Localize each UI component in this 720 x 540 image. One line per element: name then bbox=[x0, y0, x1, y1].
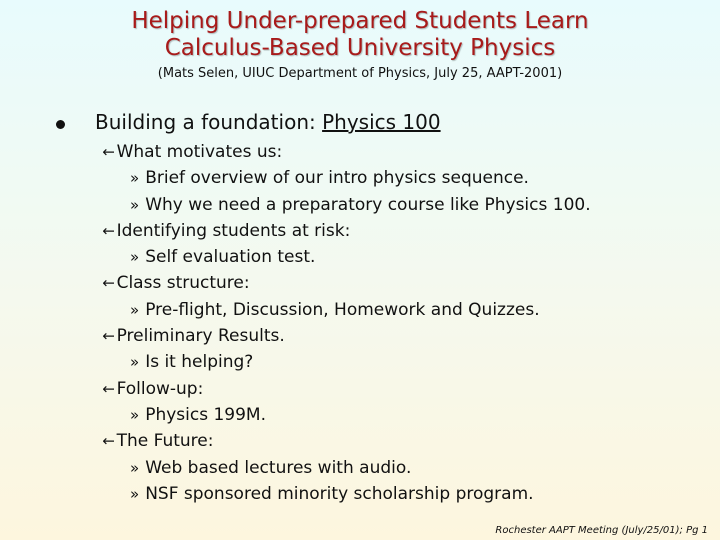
outline-subitem bbox=[103, 481, 591, 507]
double-chevron-bullet-icon: » bbox=[130, 248, 140, 267]
outline-item bbox=[103, 323, 591, 349]
outline-item bbox=[103, 139, 591, 165]
arrow-bullet-icon bbox=[103, 221, 117, 241]
double-chevron-bullet-icon: » bbox=[130, 169, 140, 188]
double-chevron-bullet-icon: » bbox=[130, 300, 140, 319]
slide-subtitle: (Mats Selen, UIUC Department of Physics, July 25, AAPT-2001) bbox=[157, 66, 563, 81]
outline-subitem bbox=[103, 402, 591, 428]
physics-100-link[interactable]: Physics 100 bbox=[322, 110, 441, 134]
outline-item-text: NSF sponsored minority scholarship program. bbox=[145, 483, 534, 504]
outline-item-text: Class structure: bbox=[116, 273, 250, 294]
arrow-bullet-icon bbox=[103, 379, 117, 399]
outline-subitem bbox=[103, 165, 591, 191]
double-chevron-bullet-icon: » bbox=[130, 484, 140, 503]
arrow-bullet-icon bbox=[103, 326, 117, 346]
outline-item-text: Self evaluation test. bbox=[145, 247, 316, 268]
outline-item-text: What motivates us: bbox=[116, 142, 283, 162]
outline-subitem bbox=[103, 244, 591, 270]
outline-item bbox=[103, 270, 591, 296]
outline-item-text: The Future: bbox=[116, 431, 214, 452]
outline-item-text: Is it helping? bbox=[145, 352, 254, 373]
double-chevron-bullet-icon: » bbox=[130, 458, 140, 477]
arrow-bullet-icon bbox=[103, 142, 117, 162]
arrow-bullet-icon bbox=[103, 273, 117, 293]
outline-subitem bbox=[103, 349, 591, 375]
outline-item-text: Why we need a preparatory course like Physics 100. bbox=[145, 194, 591, 215]
outline-item-text: Preliminary Results. bbox=[116, 326, 285, 347]
outline-item bbox=[103, 218, 591, 244]
outline-item bbox=[103, 376, 591, 402]
double-chevron-bullet-icon: » bbox=[130, 353, 140, 372]
outline-item-text: Web based lectures with audio. bbox=[145, 457, 412, 478]
outline-item-text: Brief overview of our intro physics sequence. bbox=[145, 168, 529, 189]
slide-footer: Rochester AAPT Meeting (July/25/01); Pg 1 bbox=[495, 525, 708, 536]
outline-subitem bbox=[103, 192, 591, 218]
main-bullet-prefix: Building a foundation: bbox=[95, 110, 323, 134]
bullet-dot-icon bbox=[56, 120, 65, 129]
arrow-bullet-icon bbox=[103, 431, 117, 451]
double-chevron-bullet-icon: » bbox=[130, 405, 140, 424]
double-chevron-bullet-icon: » bbox=[130, 195, 140, 214]
outline-item-text: Pre-flight, Discussion, Homework and Quizzes. bbox=[145, 299, 540, 320]
outline-item-text: Identifying students at risk: bbox=[116, 220, 351, 241]
main-bullet-text bbox=[95, 110, 441, 134]
outline-item bbox=[103, 428, 591, 454]
outline-subitem bbox=[103, 455, 591, 481]
slide-title-line-1: Helping Under-prepared Students Learn bbox=[131, 8, 589, 34]
outline-list bbox=[103, 139, 591, 507]
outline-item-text: Physics 199M. bbox=[145, 404, 266, 425]
outline-subitem bbox=[103, 297, 591, 323]
slide-title-line-2: Calculus-Based University Physics bbox=[164, 35, 556, 61]
outline-item-text: Follow-up: bbox=[116, 378, 204, 399]
